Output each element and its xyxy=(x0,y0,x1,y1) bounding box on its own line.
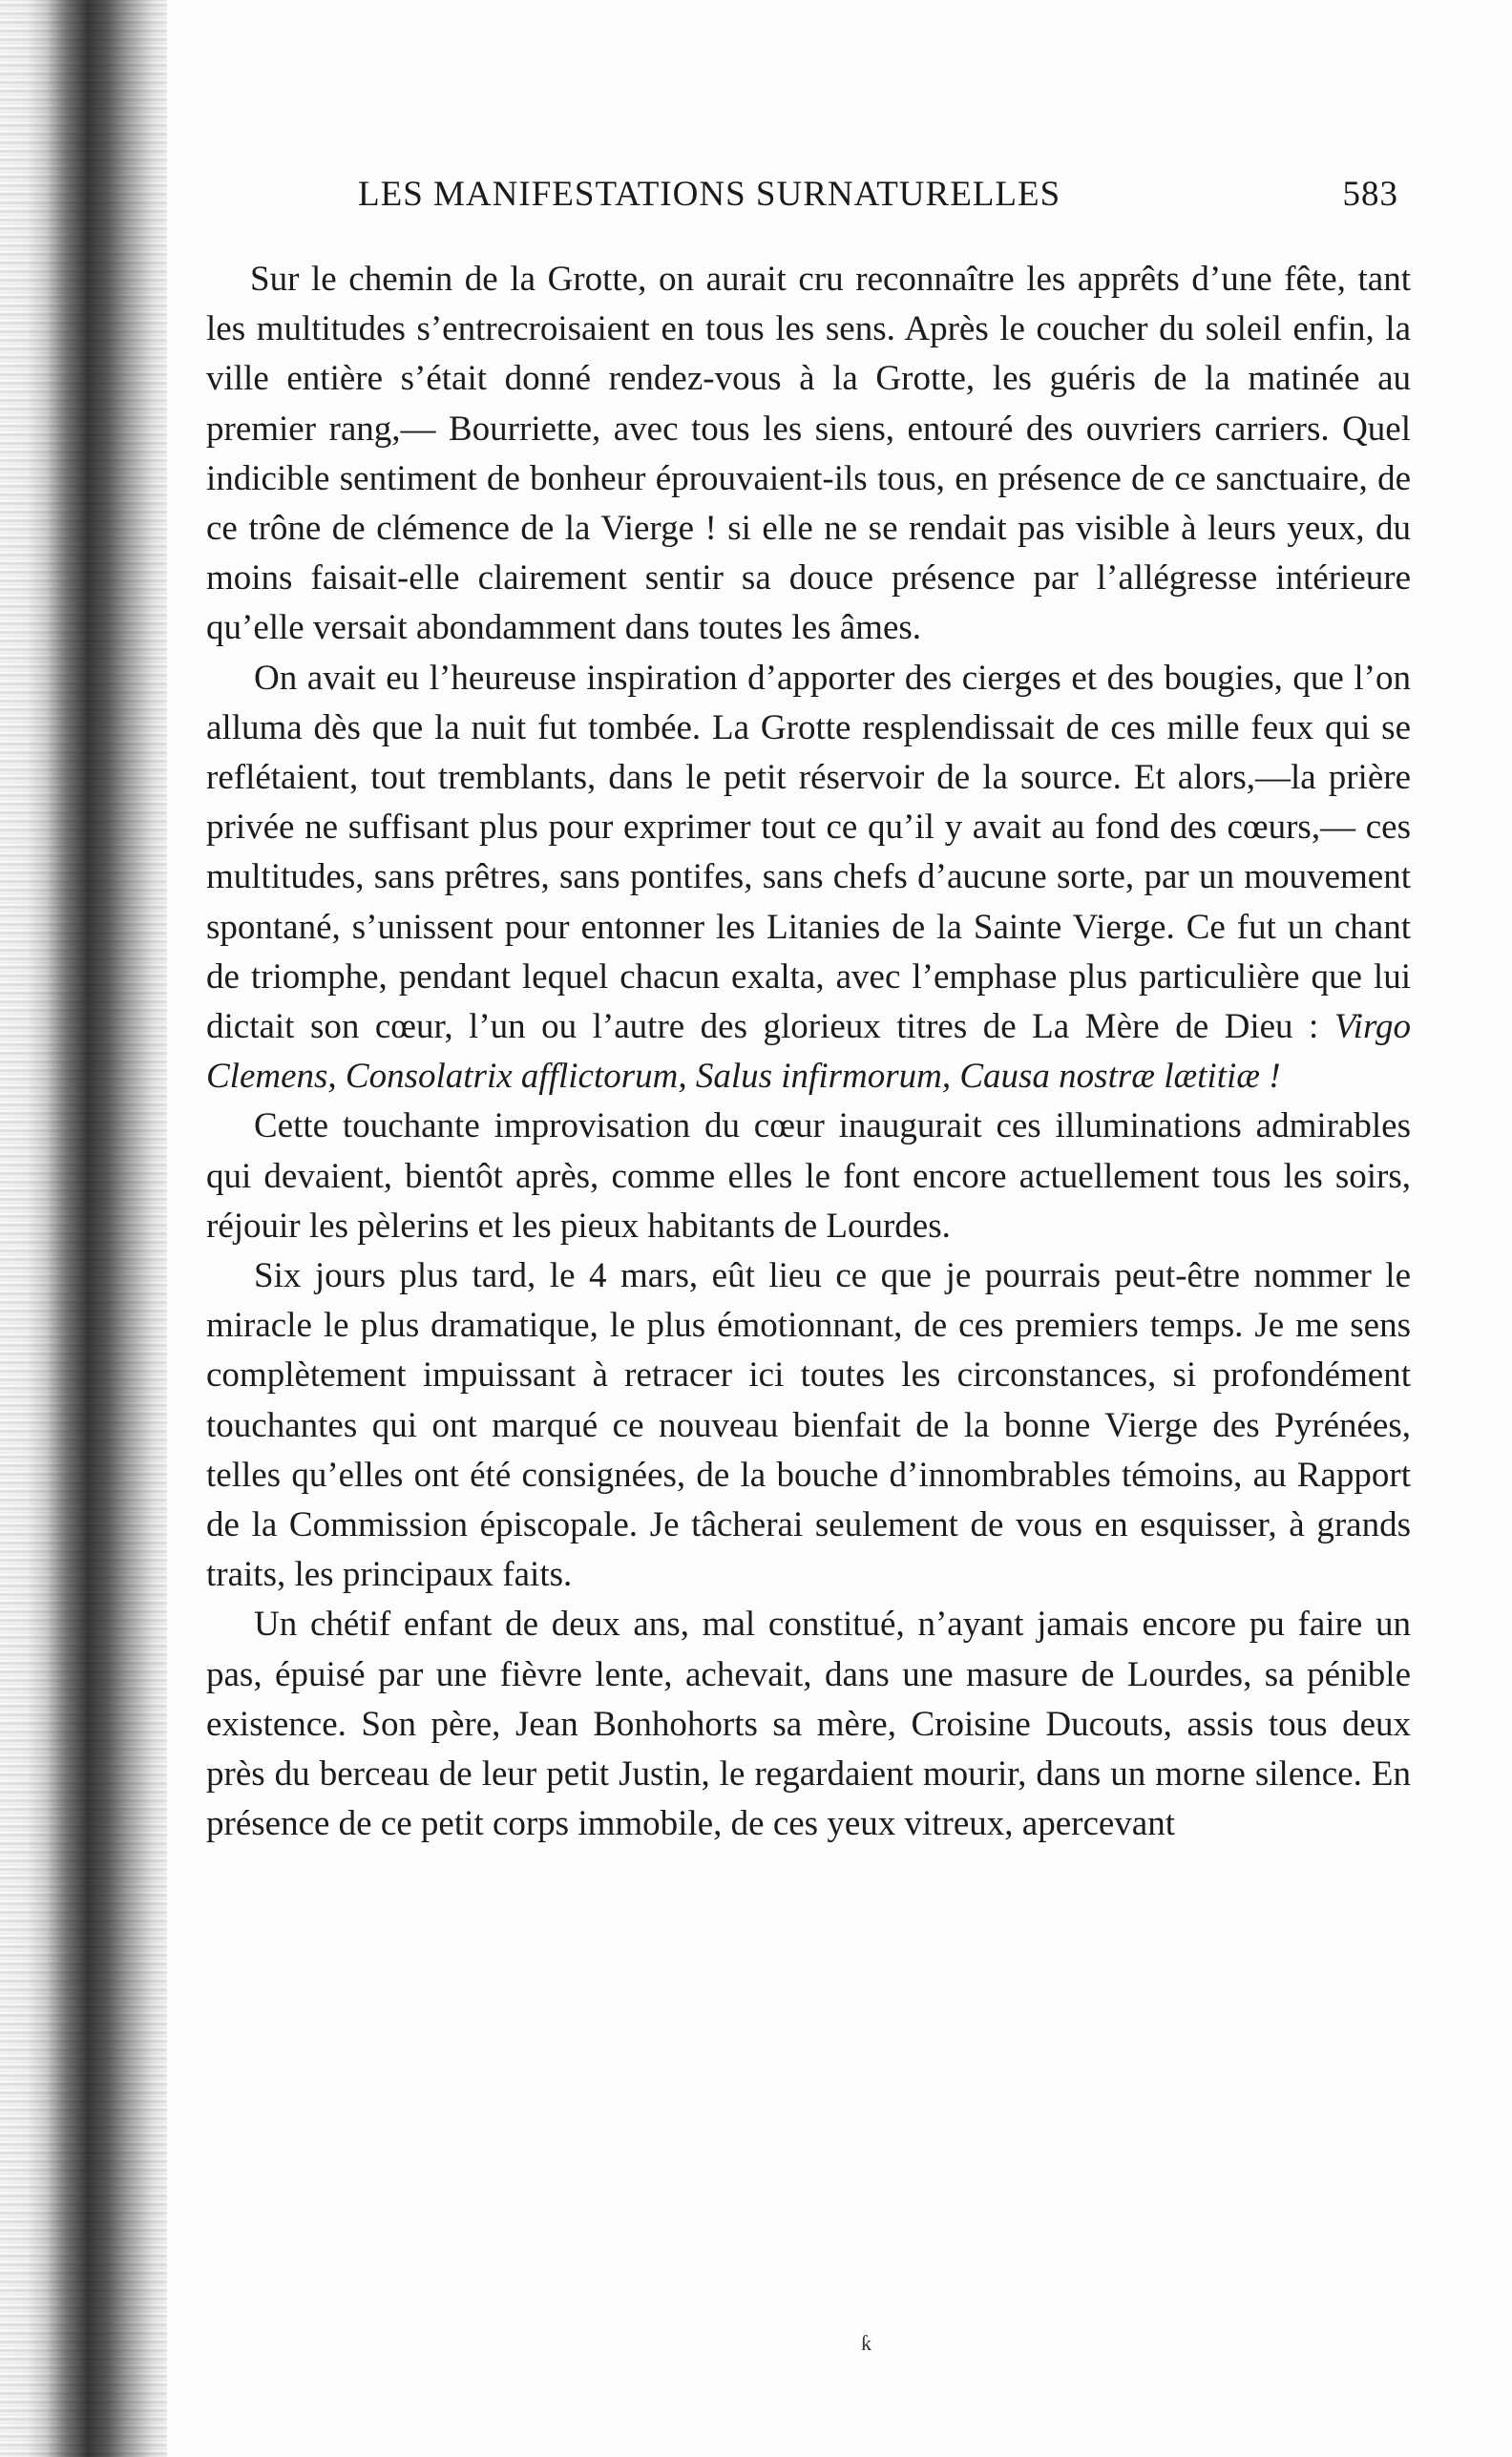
paragraph-3: Cette touchante improvisation du cœur inaugurait ces illuminations admirables qui devaient, bientôt après, comme elles le font encore actuellement tous les soirs, réjouir les pèlerins et les pieux habitants de Lourdes. xyxy=(206,1106,1411,1246)
paragraph-1: Sur le chemin de la Grotte, on aurait cru reconnaître les apprêts d’une fête, tant les multitudes s’entrecroisaient en tous les sens. Après le coucher du soleil enfin, la ville entière s’était donné rendez-vous à la Grotte, les guéris de la matinée au premier rang,— Bourriette, avec tous les siens, entouré des ouvriers carriers. Quel indicible sentiment de bonheur éprouvaient-ils tous, en présence de ce sanctuaire, de ce trône de clémence de la Vierge ! si elle ne se rendait pas visible à leurs yeux, du moins faisait-elle clairement sentir sa douce présence par l’allégresse intérieure qu’elle versait abondamment dans toutes les âmes. xyxy=(206,260,1411,648)
running-title: LES MANIFESTATIONS SURNATURELLES xyxy=(358,175,1061,214)
paragraph-2-text: On avait eu l’heureuse inspiration d’apporter des cierges et des bougies, que l’on alluma dès que la nuit fut tombée. La Grotte resplendissait de ces mille feux qui se reflétaient, tout tremblants, dans le petit réservoir de la source. Et alors,—la prière privée ne suffisant plus pour exprimer tout ce qu’il y avait au fond des cœurs,— ces multitudes, sans prêtres, sans pontifes, sans chefs d’aucune sorte, par un mouvement spontané, s’unissent pour entonner les Litanies de la Sainte Vierge. Ce fut un chant de triomphe, pendant lequel chacun exalta, avec l’emphase plus particulière que lui dictait son cœur, l’un ou l’autre des glorieux titres de La Mère de Dieu : xyxy=(206,658,1411,1047)
footer-mark: ƙ xyxy=(861,2331,872,2355)
paragraph-4: Six jours plus tard, le 4 mars, eût lieu ce que je pourrais peut-être nommer le miracle le plus dramatique, le plus émotionnant, de ces premiers temps. Je me sens complètement impuissant à retracer ici toutes les circonstances, si profondément touchantes qui ont marqué ce nouveau bienfait de la bonne Vierge des Pyrénées, telles qu’elles ont été consignées, de la bouche d’innombrables témoins, au Rapport de la Commission épiscopale. Je tâcherai seulement de vous en esquisser, à grands traits, les principaux faits. xyxy=(206,1256,1411,1595)
binding-shadow xyxy=(0,0,167,2457)
page-number: 583 xyxy=(1342,175,1398,214)
litany-invocations: Virgo Clemens, Consolatrix afflictorum, Salus infirmorum, Causa nostræ lætitiæ ! xyxy=(206,1007,1411,1097)
body-text xyxy=(206,255,1411,1850)
paragraph-2 xyxy=(206,654,1411,1102)
paragraph-5: Un chétif enfant de deux ans, mal constitué, n’ayant jamais encore pu faire un pas, épuisé par une fièvre lente, achevait, dans une masure de Lourdes, sa pénible existence. Son père, Jean Bonhohorts sa mère, Croisine Ducouts, assis tous deux près du berceau de leur petit Justin, le regardaient mourir, dans un morne silence. En présence de ce petit corps immobile, de ces yeux vitreux, apercevant xyxy=(206,1605,1411,1844)
page-header xyxy=(358,174,1398,231)
